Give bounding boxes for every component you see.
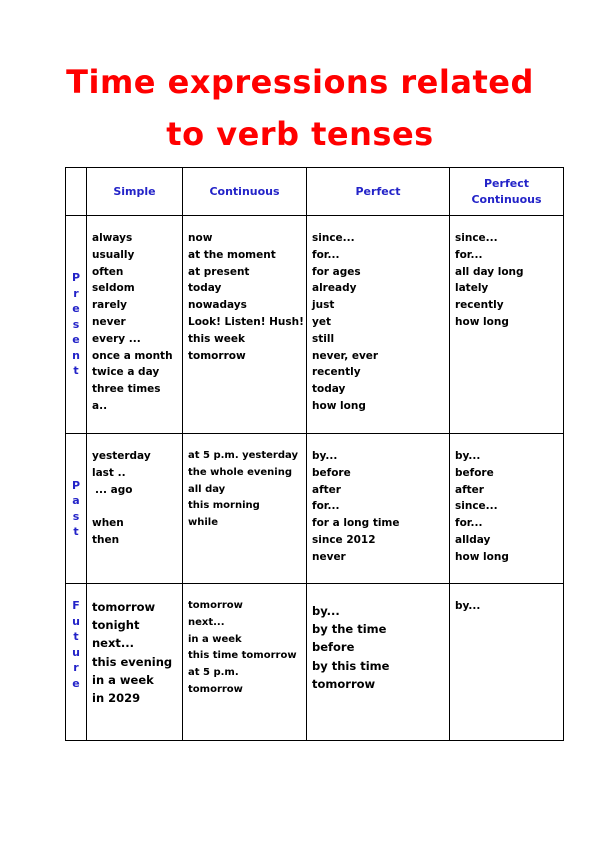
- list-item: [92, 498, 182, 515]
- list-item: before: [312, 640, 355, 655]
- past-continuous-cell: [183, 434, 307, 584]
- list-item: by...: [312, 450, 338, 462]
- list-item: all day long: [455, 265, 524, 278]
- row-label-present: [66, 216, 87, 434]
- list-item: while: [188, 517, 218, 529]
- list-item: for...: [455, 248, 483, 261]
- row-label-letter: s: [72, 509, 80, 523]
- list-item: usually: [92, 248, 135, 261]
- title-line-1: Time expressions related: [66, 63, 534, 101]
- header-row: [66, 168, 564, 216]
- list-item: for...: [312, 248, 340, 261]
- future-simple-cell: [87, 584, 183, 741]
- row-label-letter: a: [72, 494, 80, 507]
- row-label-letter: u: [72, 614, 80, 628]
- present-continuous-cell: [183, 216, 307, 434]
- list-item: tomorrow: [312, 676, 376, 691]
- row-label-letter: n: [72, 348, 80, 362]
- list-item: already: [312, 282, 357, 295]
- list-item: still: [312, 332, 335, 345]
- list-item: for ages: [312, 265, 361, 278]
- row-label-letter: e: [72, 333, 80, 347]
- list-item: tomorrow: [188, 349, 246, 362]
- present-perfect-cell: [307, 216, 450, 434]
- row-label-letter: r: [73, 661, 79, 674]
- list-item: at 5 p.m. yesterday: [188, 450, 298, 461]
- list-item: since 2012: [312, 533, 376, 546]
- corner-cell: [66, 168, 87, 216]
- row-present: [66, 216, 564, 434]
- list-item: a..: [92, 399, 108, 412]
- future-continuous-cell: [183, 584, 307, 741]
- list-item: nowadays: [188, 299, 247, 312]
- list-item: tomorrow: [92, 600, 156, 614]
- list-item: never: [92, 315, 126, 328]
- title-line-2: to verb tenses: [166, 115, 434, 153]
- list-item: at present: [188, 265, 250, 278]
- row-label-letter: e: [72, 302, 80, 316]
- list-item: recently: [455, 299, 504, 312]
- list-item: before: [455, 466, 494, 479]
- future-perfect-continuous-cell: [450, 584, 564, 741]
- list-item: seldom: [92, 282, 135, 295]
- present-simple-cell: [87, 216, 183, 434]
- list-item: in a week: [92, 672, 154, 687]
- row-label-letter: F: [72, 599, 80, 612]
- list-item: at 5 p.m.: [188, 667, 239, 679]
- list-item: next...: [92, 636, 135, 651]
- row-label-letter: P: [71, 271, 81, 285]
- row-label-letter: t: [73, 525, 79, 538]
- list-item: by...: [455, 450, 481, 462]
- list-item: at the moment: [188, 248, 276, 261]
- list-item: once a month: [92, 349, 173, 362]
- list-item: in a week: [188, 633, 242, 645]
- row-future: [66, 584, 564, 741]
- list-item: since...: [455, 500, 498, 513]
- list-item: after: [312, 483, 341, 496]
- list-item: tomorrow: [188, 683, 243, 695]
- row-label-letter: s: [72, 317, 80, 331]
- list-item: Look! Listen! Hush!: [188, 315, 304, 328]
- future-perfect-cell: [307, 584, 450, 741]
- list-item: this morning: [188, 500, 260, 512]
- list-item: never, ever: [312, 349, 379, 362]
- list-item: all day: [188, 483, 226, 495]
- row-label-letter: r: [73, 286, 79, 300]
- list-item: allday: [455, 533, 491, 546]
- list-item: last ..: [92, 466, 126, 479]
- past-perfect-cell: [307, 434, 450, 584]
- list-item: by...: [312, 604, 340, 618]
- header-perfect-continuous-line-2: Continuous: [471, 192, 542, 206]
- list-item: how long: [312, 399, 366, 412]
- list-item: in 2029: [92, 691, 141, 706]
- list-item: before: [312, 466, 351, 479]
- row-label-letter: u: [72, 645, 80, 659]
- list-item: yesterday: [92, 450, 151, 462]
- list-item: tonight: [92, 618, 140, 633]
- list-item: just: [312, 299, 335, 312]
- header-simple: Simple: [87, 168, 183, 216]
- list-item: today: [188, 282, 222, 295]
- header-perfect-continuous-line-1: Perfect: [484, 176, 529, 190]
- list-item: rarely: [92, 299, 128, 312]
- list-item: lately: [455, 282, 489, 295]
- past-simple-cell: [87, 434, 183, 584]
- page-title: [0, 56, 600, 160]
- list-item: today: [312, 383, 346, 396]
- row-past: [66, 434, 564, 584]
- list-item: three times: [92, 383, 161, 396]
- list-item: always: [92, 232, 133, 244]
- list-item: for...: [455, 517, 483, 530]
- list-item: by this time: [312, 658, 390, 673]
- row-label-letter: e: [72, 676, 80, 690]
- list-item: by the time: [312, 622, 387, 637]
- list-item: how long: [455, 550, 509, 563]
- past-perfect-continuous-cell: [450, 434, 564, 584]
- row-label-letter: t: [73, 630, 79, 643]
- list-item: recently: [312, 366, 361, 379]
- list-item: after: [455, 483, 484, 496]
- list-item: since...: [312, 232, 355, 244]
- list-item: this evening: [92, 654, 173, 669]
- row-label-letter: t: [73, 364, 79, 378]
- header-perfect-continuous: [450, 168, 564, 216]
- list-item: yet: [312, 315, 331, 328]
- list-item: twice a day: [92, 366, 160, 379]
- header-continuous: Continuous: [183, 168, 307, 216]
- list-item: since...: [455, 232, 498, 244]
- tenses-table: [65, 167, 564, 741]
- list-item: tomorrow: [188, 600, 243, 611]
- list-item: now: [188, 232, 213, 244]
- list-item: the whole evening: [188, 466, 292, 478]
- present-perfect-continuous-cell: [450, 216, 564, 434]
- list-item: how long: [455, 315, 509, 328]
- list-item: then: [92, 533, 120, 546]
- row-label-future: [66, 584, 87, 741]
- list-item: often: [92, 265, 124, 278]
- list-item: never: [312, 550, 346, 563]
- list-item: when: [92, 517, 124, 530]
- list-item: for a long time: [312, 517, 400, 530]
- row-label-past: [66, 434, 87, 584]
- list-item: for...: [312, 500, 340, 513]
- row-label-letter: P: [71, 478, 81, 492]
- header-perfect: Perfect: [307, 168, 450, 216]
- list-item: every ...: [92, 332, 141, 345]
- list-item: next...: [188, 616, 225, 628]
- list-item: by...: [455, 600, 481, 612]
- list-item: ... ago: [95, 483, 133, 496]
- list-item: this time tomorrow: [188, 650, 297, 662]
- list-item: this week: [188, 332, 245, 345]
